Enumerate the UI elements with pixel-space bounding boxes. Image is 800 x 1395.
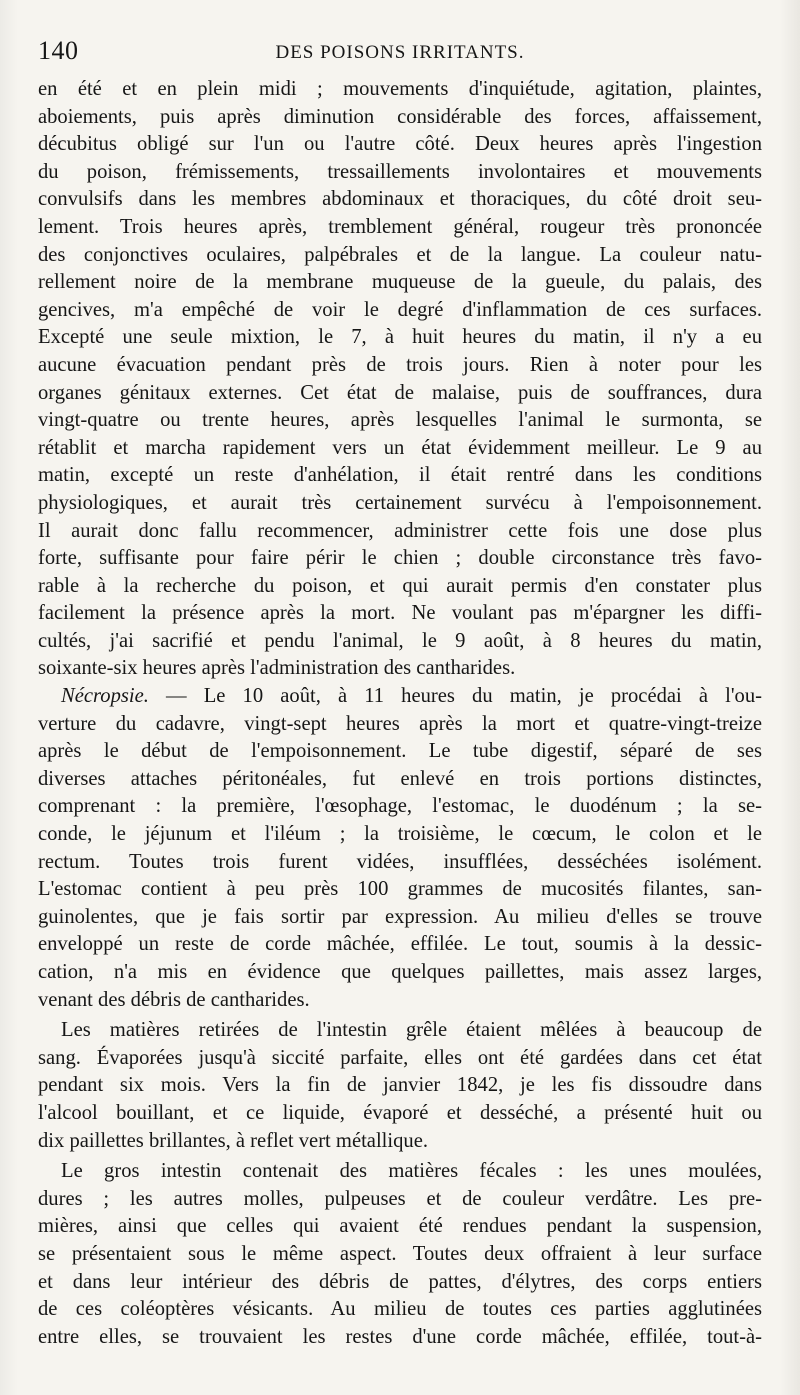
text-line: décubitus obligé sur l'un ou l'autre côté. Deux heures après l'ingestion [38,133,762,156]
paragraph [38,1017,762,1155]
running-title: DES POISONS IRRITANTS. [275,42,525,63]
text-line: aucune évacuation pendant près de trois jours. Rien à noter pour les [38,353,762,376]
text-line: facilement la présence après la mort. Ne voulant pas m'épargner les diffi- [38,602,762,625]
text-line: venant des débris de cantharides. [38,988,310,1011]
text-line: se présentaient sous le même aspect. Toutes deux offraient à leur surface [38,1242,762,1265]
text-line: conde, le jéjunum et l'iléum ; la troisième, le cœcum, le colon et le [38,823,762,846]
text-line: physiologiques, et aurait très certainement survécu à l'empoisonnement. [38,491,762,514]
paragraph [38,76,762,683]
text-line: matin, excepté un reste d'anhélation, il était rentré dans les conditions [38,464,762,487]
text-line: convulsifs dans les membres abdominaux et thoraciques, du côté droit seu- [38,188,762,211]
text-line: rectum. Toutes trois furent vidées, insufflées, desséchées isolément. [38,850,762,873]
text-line: pendant six mois. Vers la fin de janvier 1842, je les fis dissoudre dans [38,1074,762,1097]
text-line: des conjonctives oculaires, palpébrales et de la langue. La couleur natu- [38,243,762,266]
body-text [38,76,762,1351]
section-lead: Nécropsie. [61,685,149,708]
text-line: verture du cadavre, vingt-sept heures après la mort et quatre-vingt-treize [38,712,762,735]
text-line: aboiements, puis après diminution considérable des forces, affaissement, [38,105,762,128]
text-line: dures ; les autres molles, pulpeuses et de couleur verdâtre. Les pre- [38,1187,762,1210]
text-line: Il aurait donc fallu recommencer, administrer cette fois une dose plus [38,519,762,542]
text-line: rable à la recherche du poison, et qui aurait permis d'en constater plus [38,574,762,597]
running-header [38,36,762,70]
text-line: rellement noire de la membrane muqueuse de la gueule, du palais, des [38,271,762,294]
text-line: enveloppé un reste de corde mâchée, effilée. Le tout, soumis à la dessic- [38,933,762,956]
text-line: cultés, j'ai sacrifié et pendu l'animal, le 9 août, à 8 heures du matin, [38,629,762,652]
text-line: soixante-six heures après l'administration des cantharides. [38,657,516,680]
text-line: vingt-quatre ou trente heures, après lesquelles l'animal le surmonta, se [38,409,762,432]
text-line: gencives, m'a empêché de voir le degré d'inflammation de ces surfaces. [38,298,762,321]
text-line: L'estomac contient à peu près 100 grammes de mucosités filantes, san- [38,878,762,901]
text-line: forte, suffisante pour faire périr le chien ; double circonstance très favo- [38,547,762,570]
page-number: 140 [38,36,79,65]
text-line: organes génitaux externes. Cet état de malaise, puis de souffrances, dura [38,381,762,404]
text-line: rétablit et marcha rapidement vers un état évidemment meilleur. Le 9 au [38,436,762,459]
text-line: l'alcool bouillant, et ce liquide, évaporé et desséché, a présenté huit ou [38,1101,762,1124]
text-line: et dans leur intérieur des débris de pattes, d'élytres, des corps entiers [38,1270,762,1293]
paragraph [38,1158,762,1351]
text-line: sang. Évaporées jusqu'à siccité parfaite, elles ont été gardées dans cet état [38,1046,762,1069]
text-line-rest: — Le 10 août, à 11 heures du matin, je procédai à l'ou- [166,685,762,708]
text-line: de ces coléoptères vésicants. Au milieu de toutes ces parties agglutinées [38,1298,762,1321]
paragraph-necropsie [38,683,762,1014]
text-line: Excepté une seule mixtion, le 7, à huit heures du matin, il n'y a eu [38,326,762,349]
text-line: diverses attaches péritonéales, fut enlevé en trois portions distinctes, [38,767,762,790]
text-line: entre elles, se trouvaient les restes d'une corde mâchée, effilée, tout-à- [38,1325,762,1348]
text-line: du poison, frémissements, tressaillements involontaires et mouvements [38,160,762,183]
text-line: dix paillettes brillantes, à reflet vert métallique. [38,1129,428,1152]
text-line: Le gros intestin contenait des matières fécales : les unes moulées, [61,1160,762,1183]
text-line: guinolentes, que je fais sortir par expression. Au milieu d'elles se trouve [38,905,762,928]
text-line: comprenant : la première, l'œsophage, l'estomac, le duodénum ; la se- [38,795,762,818]
text-line [38,683,762,711]
text-line: en été et en plein midi ; mouvements d'inquiétude, agitation, plaintes, [38,78,762,100]
text-line: cation, n'a mis en évidence que quelques paillettes, mais assez larges, [38,961,762,983]
text-line: après le début de l'empoisonnement. Le tube digestif, séparé de ses [38,740,762,763]
text-line: mières, ainsi que celles qui avaient été rendues pendant la suspension, [38,1215,762,1238]
text-line: Les matières retirées de l'intestin grêle étaient mêlées à beaucoup de [61,1019,762,1042]
text-line: lement. Trois heures après, tremblement général, rougeur très prononcée [38,215,762,238]
